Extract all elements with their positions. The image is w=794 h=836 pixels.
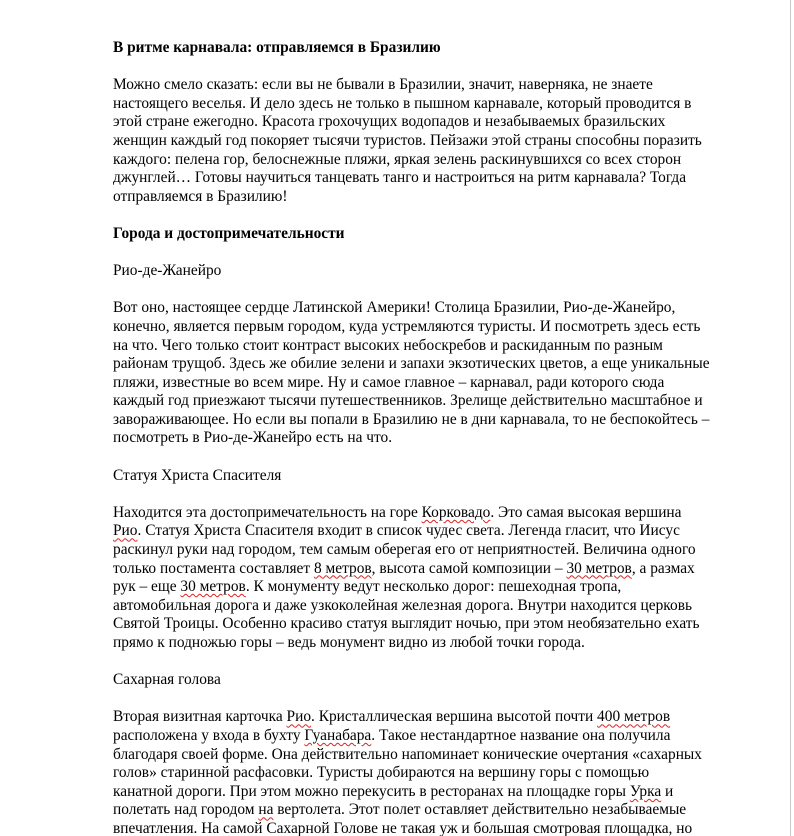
christ-heading: Статуя Христа Спасителя <box>113 466 282 484</box>
text-run: . Такое нестандартное название она получила благодаря своей форме. Она действительно напоминает конические очертания «сахарных голов» старинной расфасовки. Туристы добираются на вершину горы с помощью канатной дороги. При этом можно перекусить в ресторанах на площадке горы <box>113 726 702 800</box>
text-run: и полетать над городом <box>113 782 674 819</box>
spellcheck-word: Гуанабара <box>304 726 372 744</box>
spellcheck-word: 30 метров <box>180 578 246 596</box>
text-run: расположена у входа в бухту <box>113 726 301 744</box>
text-run: Находится эта достопримечательность на горе <box>113 503 422 521</box>
text-run: , а размах рук – еще <box>113 559 695 596</box>
section-heading: Города и достопримечательности <box>113 224 345 242</box>
text-run: . Статуя Христа Спасителя входит в список чудес света. Легенда гласит, что Иисус раскинул руки над городом, тем самым оберегая его от неприятностей. Величина одного только постамента составляет <box>113 522 696 577</box>
spellcheck-word: 400 метров <box>597 708 671 726</box>
article-title: В ритме карнавала: отправляемся в Бразилию <box>113 39 441 56</box>
text-run: . К монументу ведут несколько дорог: пешеходная тропа, автомобильная дорога и даже узкоколейная железная дорога. Внутри находится церковь Святой Троицы. Особенно красиво статуя выглядит ночью, при этом необязательно ехать прямо к подножью горы – ведь монумент видно из любой точки города. <box>113 578 700 651</box>
page-edge-rule <box>790 0 791 836</box>
spellcheck-word: на <box>258 801 274 819</box>
spellcheck-word: 30 метров <box>566 559 632 577</box>
sugarloaf-heading: Сахарная голова <box>113 671 221 689</box>
spellcheck-word: Корковадо <box>421 503 491 521</box>
text-run: Вторая визитная карточка <box>113 708 287 726</box>
document-body <box>113 39 743 836</box>
sugarloaf-paragraph <box>113 708 743 836</box>
text-run: вертолета. Этот полет оставляет действительно незабываемые впечатления. На самой Сахарной Голове не такая уж и большая смотровая площадка, но <box>113 801 693 836</box>
rio-paragraph: Вот оно, настоящее сердце Латинской Америки! Столица Бразилии, Рио-де-Жанейро, конечно, является первым городом, куда устремляются туристы. И посмотреть здесь есть на что. Чего только стоит контраст высоких небоскребов и раскиданным по разным районам трущоб. Здесь же обилие зелени и запахи экзотических цветов, а еще уникальные пляжи, известные во всем мире. Ну и самое главное – карнавал, ради которого сюда каждый год приезжают тысячи путешественников. Зрелище действительно масштабное и завораживающее. Но если вы попали в Бразилию не в дни карнавала, то не беспокойтесь – посмотреть в Рио-де-Жанейро есть на что. <box>113 299 710 447</box>
text-run: . Это самая высокая вершина <box>490 503 682 521</box>
spellcheck-word: Рио <box>286 708 312 726</box>
spellcheck-word: 8 метров <box>313 559 372 577</box>
text-run: , высота самой композиции – <box>371 559 567 577</box>
christ-paragraph <box>113 504 743 653</box>
rio-heading: Рио-де-Жанейро <box>113 262 222 280</box>
spellcheck-word: Урка <box>629 782 662 800</box>
spellcheck-word: Рио <box>113 522 138 540</box>
intro-paragraph: Можно смело сказать: если вы не бывали в Бразилии, значит, наверняка, не знаете настоящего веселья. И дело здесь не только в пышном карнавале, который проводится в этой стране ежегодно. Красота грохочущих водопадов и незабываемых бразильских женщин каждый год покоряет тысячи туристов. Пейзажи этой страны способны поразить каждого: пелена гор, белоснежные пляжи, яркая зелень раскинувшихся со всех сторон джунглей… Готовы научиться танцевать танго и настроиться на ритм карнавала? Тогда отправляемся в Бразилию! <box>113 76 702 205</box>
text-run: . Кристаллическая вершина высотой почти <box>311 708 598 726</box>
